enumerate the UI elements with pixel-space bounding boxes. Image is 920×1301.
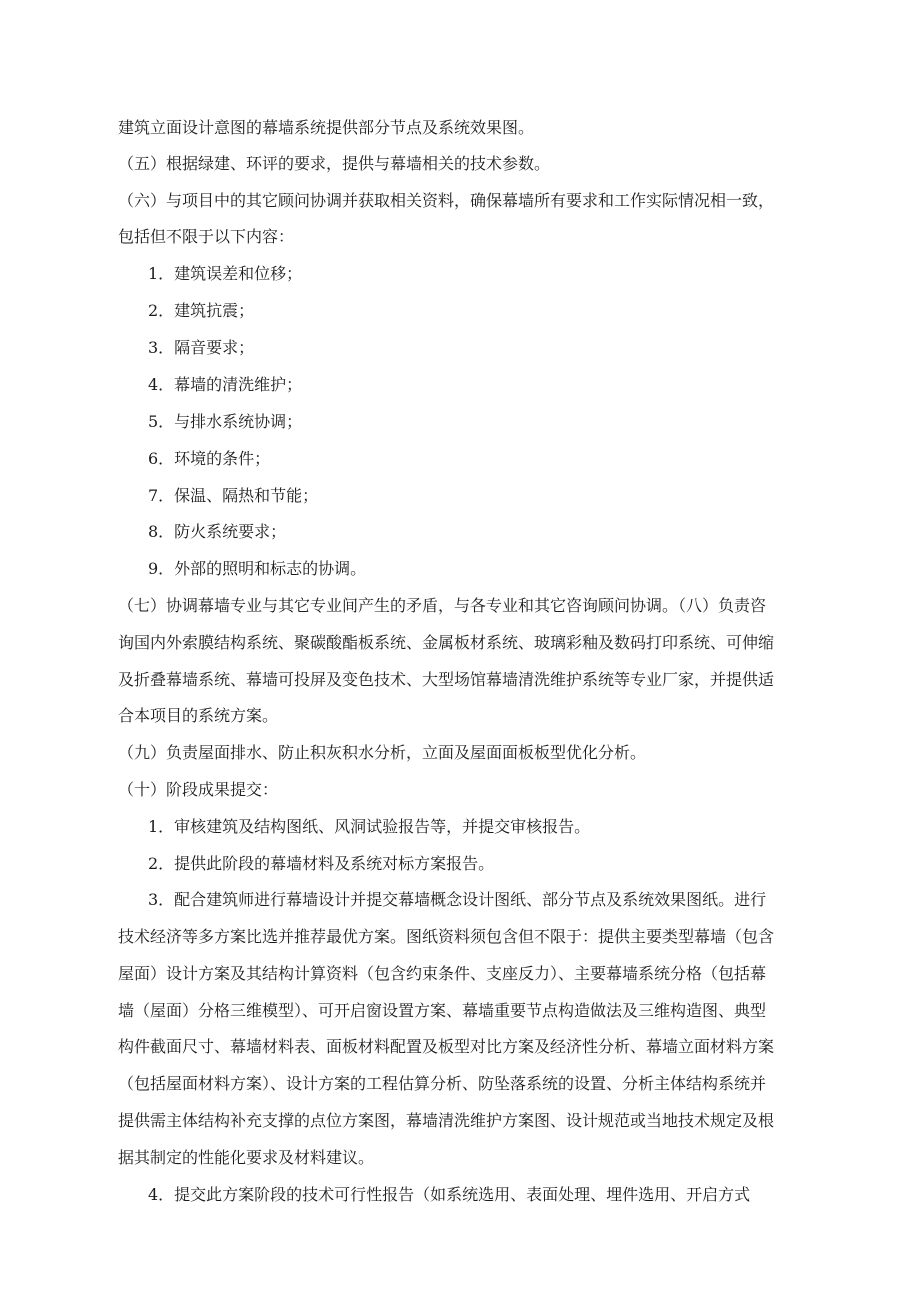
paragraph-line: （七）协调幕墙专业与其它专业间产生的矛盾，与各专业和其它咨询顾问协调。（八）负责咨 (118, 596, 767, 615)
paragraph-line: （九）负责屋面排水、防止积灰积水分析，立面及屋面面板板型优化分析。 (118, 743, 647, 762)
paragraph-line: （包括屋面材料方案）、设计方案的工程估算分析、防坠落系统的设置、分析主体结构系统并 (118, 1074, 767, 1093)
list-item: 7．保温、隔热和节能； (148, 486, 319, 505)
paragraph-line: 包括但不限于以下内容： (118, 227, 295, 246)
list-item: 8．防火系统要求； (148, 522, 287, 541)
paragraph-line: 提供需主体结构补充支撑的点位方案图，幕墙清洗维护方案图、设计规范或当地技术规定及根 (118, 1111, 775, 1130)
list-item: 1．建筑误差和位移； (148, 264, 303, 283)
paragraph-line: 据其制定的性能化要求及材料建议。 (118, 1148, 375, 1167)
list-item: 1．审核建筑及结构图纸、风洞试验报告等，并提交审核报告。 (148, 817, 591, 836)
list-item: 4．提交此方案阶段的技术可行性报告（如系统选用、表面处理、埋件选用、开启方式 (148, 1185, 751, 1204)
list-item: 5．与排水系统协调； (148, 412, 303, 431)
paragraph-line: 构件截面尺寸、幕墙材料表、面板材料配置及板型对比方案及经济性分析、幕墙立面材料方案 (118, 1037, 775, 1056)
list-item: 2．建筑抗震； (148, 301, 255, 320)
paragraph-line: 技术经济等多方案比选并推荐最优方案。图纸资料须包含但不限于：提供主要类型幕墙（包含 (118, 927, 775, 946)
list-item: 6．环境的条件； (148, 449, 271, 468)
list-item: 4．幕墙的清洗维护； (148, 375, 303, 394)
list-item: 3．隔音要求； (148, 338, 255, 357)
paragraph-line: （十）阶段成果提交： (118, 780, 279, 799)
paragraph-line: 屋面）设计方案及其结构计算资料（包含约束条件、支座反力）、主要幕墙系统分格（包括幕 (118, 964, 767, 983)
paragraph-line: 及折叠幕墙系统、幕墙可投屏及变色技术、大型场馆幕墙清洗维护系统等专业厂家，并提供适 (118, 670, 775, 689)
paragraph-line: 合本项目的系统方案。 (118, 706, 279, 725)
paragraph-line: 建筑立面设计意图的幕墙系统提供部分节点及系统效果图。 (118, 118, 535, 137)
list-item: 2．提供此阶段的幕墙材料及系统对标方案报告。 (148, 854, 495, 873)
paragraph-line: （五）根据绿建、环评的要求，提供与幕墙相关的技术参数。 (118, 154, 551, 173)
list-item: 9．外部的照明和标志的协调。 (148, 559, 367, 578)
list-item: 3．配合建筑师进行幕墙设计并提交幕墙概念设计图纸、部分节点及系统效果图纸。进行 (148, 890, 767, 909)
paragraph-line: （六）与项目中的其它顾问协调并获取相关资料，确保幕墙所有要求和工作实际情况相一致， (118, 191, 775, 210)
paragraph-line: 询国内外索膜结构系统、聚碳酸酯板系统、金属板材系统、玻璃彩釉及数码打印系统、可伸缩 (118, 633, 775, 652)
paragraph-line: 墙（屋面）分格三维模型）、可开启窗设置方案、幕墙重要节点构造做法及三维构造图、典型 (118, 1001, 767, 1020)
